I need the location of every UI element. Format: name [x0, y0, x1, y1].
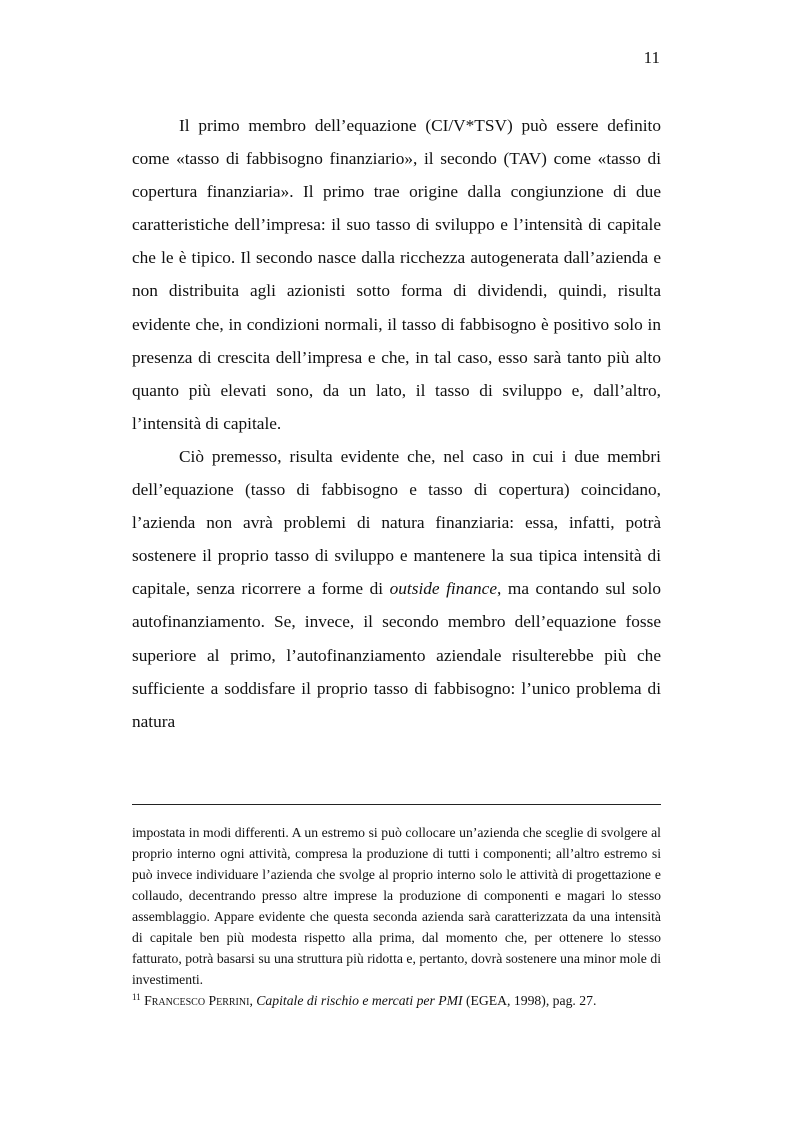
footnote-11: $^{11}$ Francesco Perrini, Capitale di rischio e mercati per PMI (EGEA, 1998), pag. 27.: [132, 992, 597, 1008]
page-number: 11: [643, 48, 660, 67]
footnote-11-rest: (EGEA, 1998), pag. 27.: [462, 993, 597, 1008]
footnote-separator: [132, 804, 661, 805]
footnotes: [132, 822, 661, 1011]
body-text: [132, 109, 661, 738]
paragraph-2-italic-term: outside finance: [389, 579, 497, 599]
paragraph-2-text-end: , ma contando sul solo autofinanziamento. Se, invece, il secondo membro dell’equazione fosse superiore al primo, l’autofinanziamento aziendale risulterebbe più che sufficiente a soddisfare il proprio tasso di fabbisogno: l’unico problema di natura: [132, 579, 661, 731]
footnote-continuation: impostata in modi differenti. A un estremo si può collocare un’azienda che sceglie di svolgere al proprio interno ogni attività, compresa la produzione di tutti i componenti; all’altro estremo si può invece individuare l’azienda che svolge al proprio interno solo le attività di progettazione e collaudo, decentrando presso altre imprese la produzione di componenti e magari lo stesso assemblaggio. Appare evidente che questa seconda azienda sarà caratterizzata da una intensità di capitale ben più modesta rispetto alla prima, dal momento che, per ottenere lo stesso fatturato, potrà basarsi su una struttura più ridotta e, pertanto, dovrà sostenere una minor mole di investimenti.: [132, 825, 661, 987]
paragraph-1: [132, 109, 661, 440]
footnote-11-marker: 11: [132, 992, 141, 1002]
footnote-11-author-first: Francesco: [144, 993, 206, 1008]
footnote-11-author-last: Perrini: [208, 993, 250, 1008]
paragraph-2: [132, 440, 661, 738]
paragraph-1-text: Il primo membro dell’equazione (CI/V*TSV) può essere definito come «tasso di fabbisogno finanziario», il secondo (TAV) come «tasso di copertura finanziaria». Il primo trae origine dalla congiunzione di due caratteristiche dell’impresa: il suo tasso di sviluppo e l’intensità di capitale che le è tipico. Il secondo nasce dalla ricchezza autogenerata dall’azienda e non distribuita agli azionisti sotto forma di dividendi, quindi, risulta evidente che, in condizioni normali, il tasso di fabbisogno è positivo solo in presenza di crescita dell’impresa e che, in tal caso, esso sarà tanto più alto quanto più elevati sono, da un lato, il tasso di sviluppo e, dall’altro, l’intensità di capitale.: [132, 116, 661, 433]
footnote-11-title: Capitale di rischio e mercati per PMI: [256, 993, 463, 1008]
paragraph-2-text-start: Ciò premesso, risulta evidente che, nel caso in cui i due membri dell’equazione (tasso di fabbisogno e tasso di copertura) coincidano, l’azienda non avrà problemi di natura finanziaria: essa, infatti, potrà sostenere il proprio tasso di sviluppo e mantenere la sua tipica intensità di capitale, senza ricorrere a forme di: [132, 446, 661, 599]
